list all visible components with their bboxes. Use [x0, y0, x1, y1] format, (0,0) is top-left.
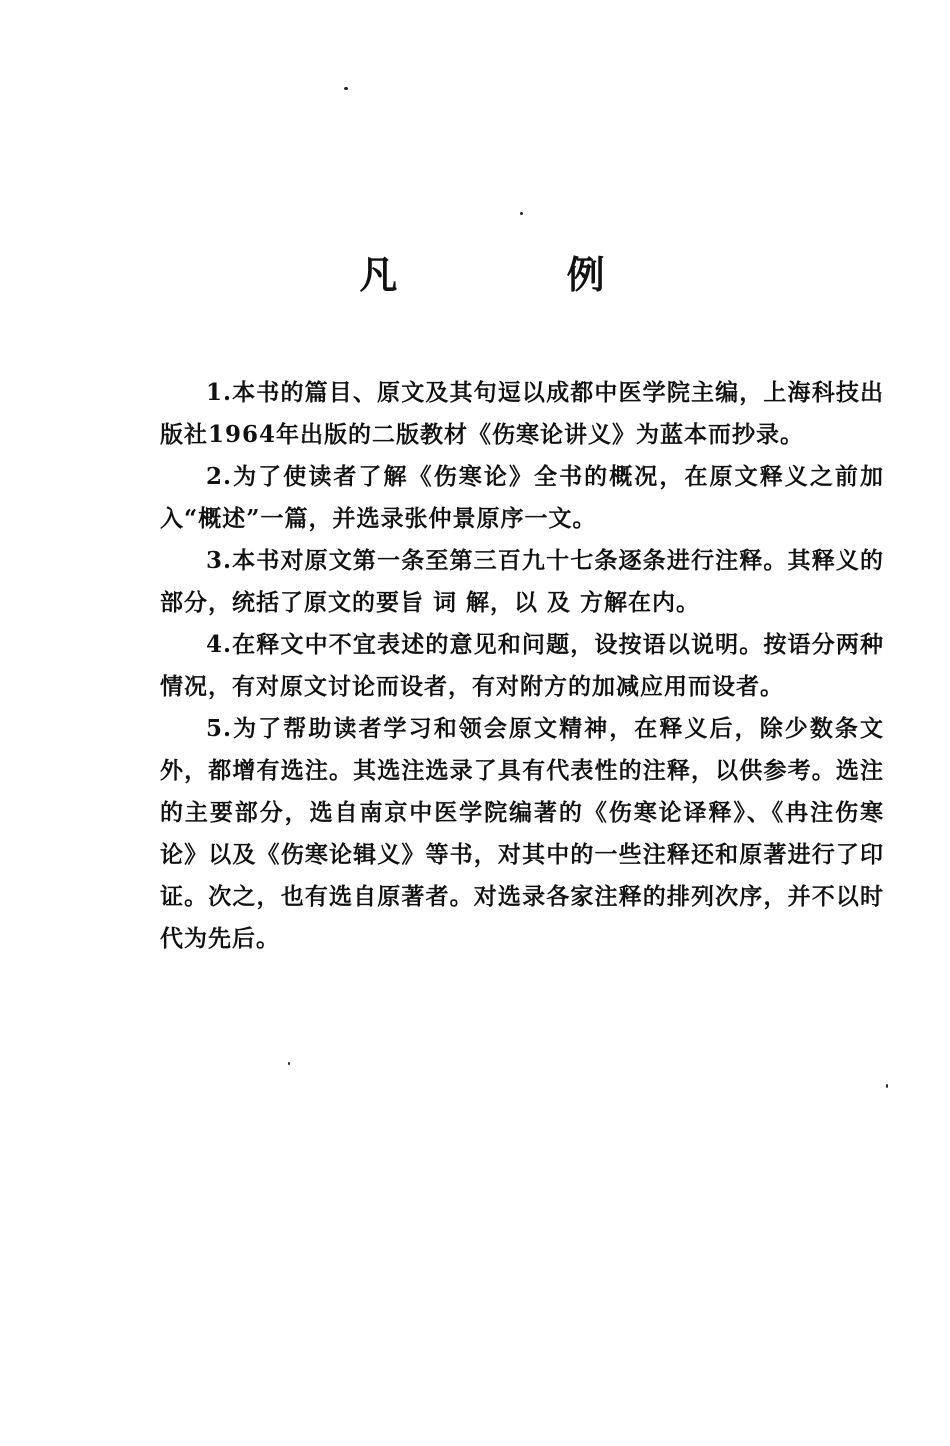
- rule-paragraph-1: 1.本书的篇目、原文及其句逗以成都中医学院主编，上海科技出版社1964年出版的二版教材《伤寒论讲义》为蓝本而抄录。: [160, 379, 884, 448]
- scan-speck: [344, 87, 348, 90]
- scan-speck: [886, 1084, 888, 1088]
- rule-paragraph-4: 4.在释文中不宜表述的意见和问题，设按语以说明。按语分两种情况，有对原文讨论而设者，有对附方的加减应用而设者。: [160, 631, 884, 700]
- rule-paragraph-2: 2.为了使读者了解《伤寒论》全书的概况，在原文释义之前加入“概述”一篇，并选录张仲景原序一文。: [160, 463, 884, 532]
- rules-body: [160, 372, 884, 960]
- rule-paragraph-3: 3.本书对原文第一条至第三百九十七条逐条进行注释。其释义的部分，统括了原文的要旨 词 解，以 及 方解在内。: [160, 547, 884, 616]
- scan-speck: [520, 212, 523, 215]
- rule-paragraph-5: 5.为了帮助读者学习和领会原文精神，在释义后，除少数条文外，都增有选注。其选注选录了具有代表性的注释，以供参考。选注的主要部分，选自南京中医学院编著的《伤寒论译释》、《冉注伤寒论》以及《伤寒论辑义》等书，对其中的一些注释还和原著进行了印证。次之，也有选自原著者。对选录各家注释的排列次序，并不以时代为先后。: [160, 715, 884, 952]
- scan-speck: [288, 1062, 290, 1065]
- page-title: 凡 例: [359, 252, 683, 297]
